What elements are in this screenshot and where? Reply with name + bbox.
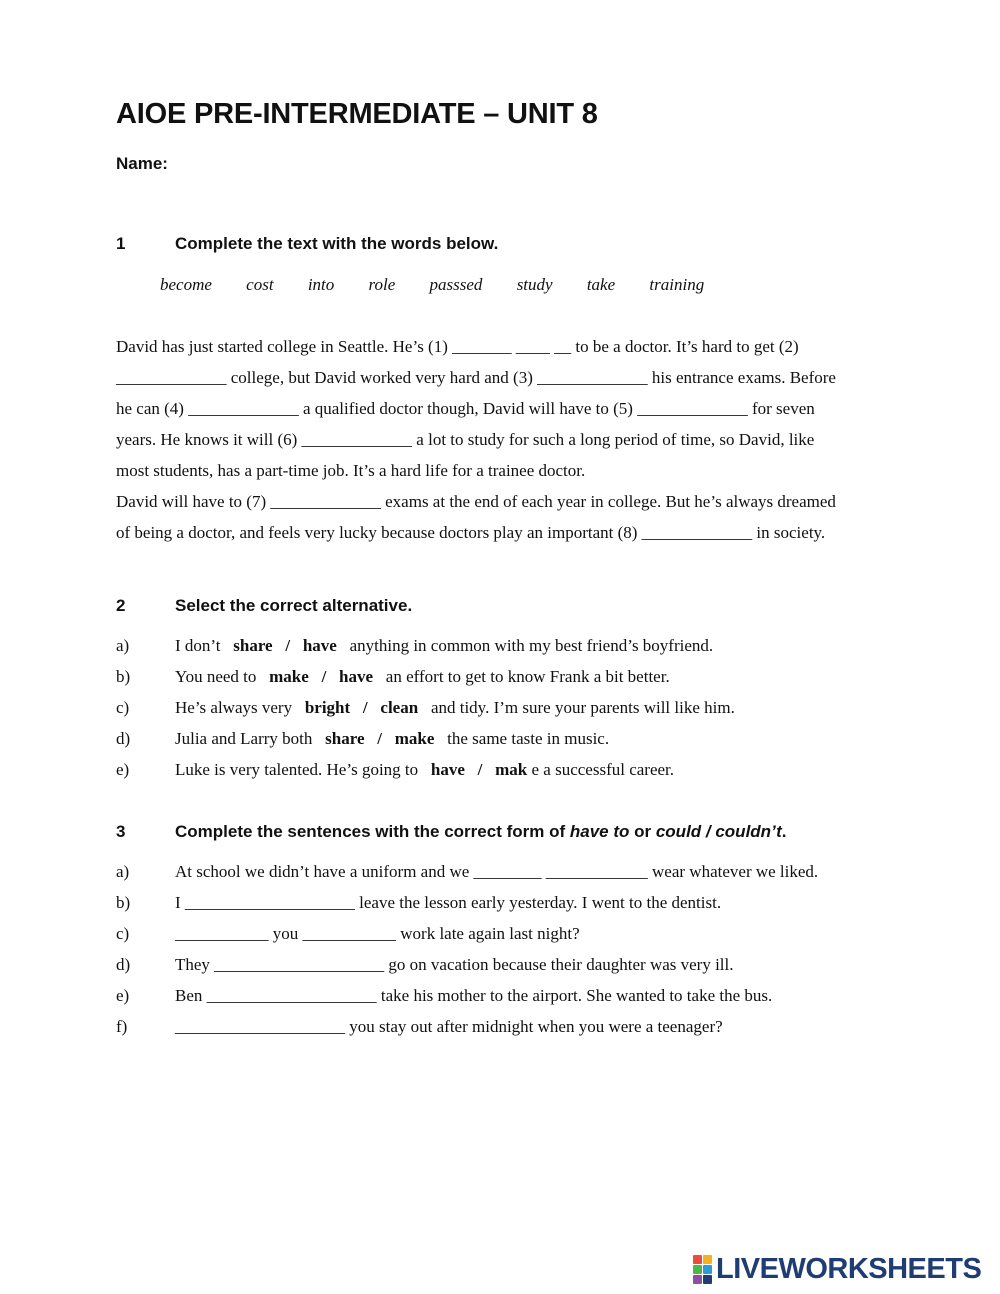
alternative-option-2[interactable]: have [302, 636, 337, 655]
item-text: Ben ____________________ take his mother to the airport. She wanted to take the bus. [175, 986, 773, 1005]
section-3-emphasis-1: have to [569, 822, 630, 841]
section-1-number: 1 [116, 234, 126, 253]
item-label: c) [116, 924, 130, 943]
alternative-separator: / [285, 636, 291, 655]
item-text-before: Julia and Larry both [175, 729, 313, 748]
item-label: a) [116, 636, 130, 655]
alternative-separator: / [477, 760, 483, 779]
word-bank-item: cost [246, 275, 274, 294]
alternative-option-1[interactable]: have [430, 760, 465, 779]
logo-text: LIVEWORKSHEETS [716, 1252, 982, 1285]
word-bank-item: training [649, 275, 705, 294]
section-1-instruction: Complete the text with the words below. [175, 234, 499, 253]
item-label: e) [116, 986, 130, 1005]
alternative-separator: / [377, 729, 382, 748]
alternative-option-1[interactable]: share [325, 729, 365, 748]
word-bank-item: become [160, 275, 212, 294]
item-label: b) [116, 893, 131, 912]
logo-mark-tile [693, 1265, 702, 1274]
item-text-after: an effort to get to know Frank a bit better. [385, 667, 670, 686]
item-text-before: He’s always very [175, 698, 293, 717]
word-bank [160, 275, 704, 295]
section-3-heading [116, 822, 786, 842]
section-3-number: 3 [116, 822, 126, 841]
item-label: a) [116, 862, 130, 881]
alternative-option-2[interactable]: clean [380, 698, 419, 717]
alternative-option-1[interactable]: bright [304, 698, 351, 717]
item-text-after: anything in common with my best friend’s boyfriend. [349, 636, 714, 655]
sentence-item-f [116, 1017, 723, 1037]
word-bank-item: passsed [429, 275, 483, 294]
alternative-separator: / [362, 698, 368, 717]
sentence-item-b [116, 893, 721, 913]
paragraph-line: he can (4) _____________ a qualified doctor though, David will have to (5) _____________ for seven [116, 399, 815, 418]
section-2-instruction: Select the correct alternative. [175, 596, 413, 615]
logo-mark-icon [693, 1255, 712, 1284]
logo-mark-tile [693, 1255, 702, 1264]
logo-mark-tile [703, 1265, 712, 1274]
paragraph-line: most students, has a part-time job. It’s a hard life for a trainee doctor. [116, 461, 586, 480]
paragraph-line: years. He knows it will (6) _____________ a lot to study for such a long period of time, so David, like [116, 430, 815, 449]
sentence-item-c [116, 924, 580, 944]
item-text-before: I don’t [175, 636, 221, 655]
word-bank-item: take [586, 275, 616, 294]
section-3-connector: or [629, 822, 656, 841]
sentence-item-a [116, 862, 818, 882]
item-text-after: and tidy. I’m sure your parents will like him. [430, 698, 735, 717]
sentence-item-d [116, 955, 734, 975]
item-text: I ____________________ leave the lesson early yesterday. I went to the dentist. [175, 893, 722, 912]
paragraph-line: David has just started college in Seattle. He’s (1) _______ ____ __ to be a doctor. It’s hard to get (2) [116, 337, 799, 356]
alternative-separator: / [321, 667, 327, 686]
word-bank-item: study [516, 275, 553, 294]
section-3-instruction: Complete the sentences with the correct form of [175, 822, 570, 841]
item-label: f) [116, 1017, 128, 1036]
paragraph-line: David will have to (7) _____________ exams at the end of each year in college. But he’s always dreamed [116, 492, 836, 511]
item-text-after: e a successful career. [531, 760, 675, 779]
item-text: At school we didn’t have a uniform and we ________ ____________ wear whatever we liked. [175, 862, 819, 881]
liveworksheets-logo [693, 1254, 981, 1284]
name-label: Name: [116, 154, 168, 173]
item-label: c) [116, 698, 130, 717]
alternative-item-d [116, 729, 609, 749]
item-text-after: the same taste in music. [447, 729, 610, 748]
item-text-before: You need to [175, 667, 257, 686]
logo-mark-tile [693, 1275, 702, 1284]
item-text: ___________ you ___________ work late again last night? [175, 924, 580, 943]
alternative-option-1[interactable]: make [269, 667, 309, 686]
alternative-item-e [116, 760, 674, 780]
alternative-option-2[interactable]: have [339, 667, 374, 686]
item-label: b) [116, 667, 131, 686]
item-label: e) [116, 760, 130, 779]
section-3-period: . [781, 822, 787, 841]
item-text-before: Luke is very talented. He’s going to [175, 760, 419, 779]
section-1-heading [116, 234, 498, 254]
paragraph-line: _____________ college, but David worked very hard and (3) _____________ his entrance exams. Before [116, 368, 836, 387]
section-2-heading [116, 596, 412, 616]
alternative-option-2[interactable]: make [394, 729, 435, 748]
logo-mark-tile [703, 1255, 712, 1264]
logo-mark-tile [703, 1275, 712, 1284]
item-label: d) [116, 729, 131, 748]
item-text: They ____________________ go on vacation because their daughter was very ill. [175, 955, 734, 974]
sentence-item-e [116, 986, 772, 1006]
worksheet-title: AIOE PRE-INTERMEDIATE – UNIT 8 [116, 98, 598, 130]
section-2-number: 2 [116, 596, 126, 615]
item-text: ____________________ you stay out after midnight when you were a teenager? [175, 1017, 723, 1036]
paragraph-line: of being a doctor, and feels very lucky because doctors play an important (8) _____________ in society. [116, 523, 826, 542]
alternative-item-a [116, 636, 713, 656]
alternative-item-b [116, 667, 670, 687]
section-3-emphasis-2: could / couldn’t [655, 822, 782, 841]
alternative-item-c [116, 698, 735, 718]
item-label: d) [116, 955, 131, 974]
alternative-option-1[interactable]: share [233, 636, 273, 655]
word-bank-item: role [368, 275, 396, 294]
section-1-text [116, 331, 891, 548]
word-bank-item: into [307, 275, 335, 294]
alternative-option-2[interactable]: mak [495, 760, 528, 779]
